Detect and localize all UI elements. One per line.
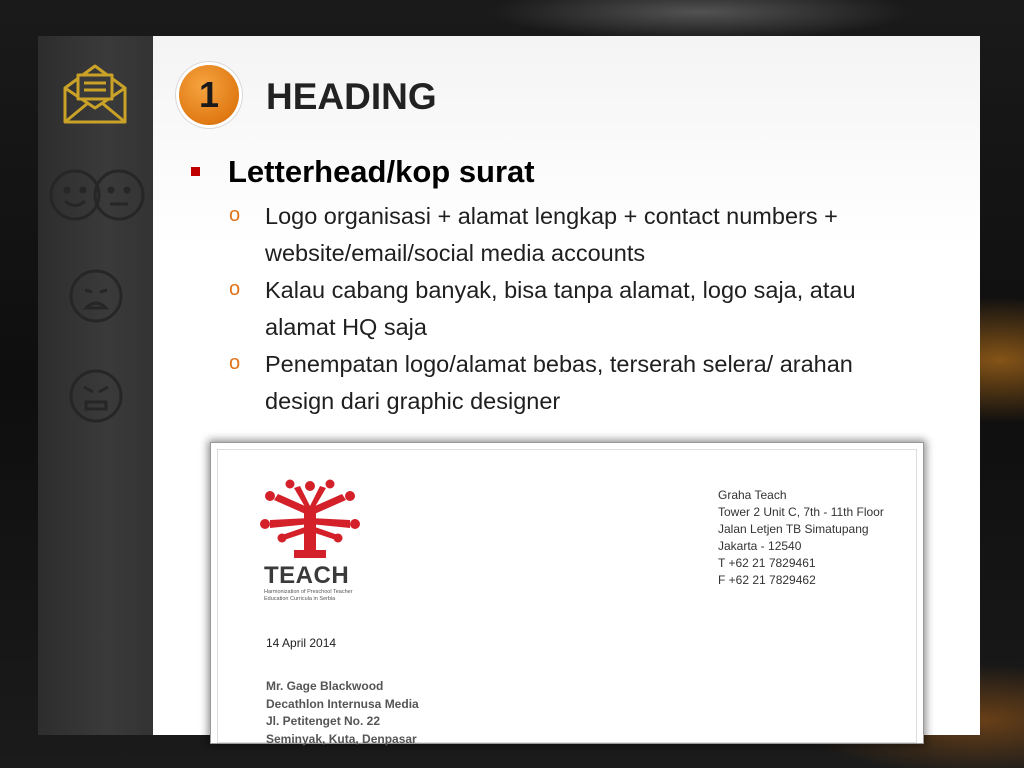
letter-date: 14 April 2014 bbox=[266, 636, 337, 650]
sub-bullet-text: Logo organisasi + alamat lengkap + contact numbers + website/email/social media accounts bbox=[265, 203, 838, 266]
fax-line: F +62 21 7829462 bbox=[718, 573, 816, 587]
slide-content bbox=[153, 36, 980, 746]
angry-face-icon[interactable] bbox=[68, 368, 124, 424]
sub-bullet-text: Penempatan logo/alamat bebas, terserah selera/ arahan design dari graphic designer bbox=[265, 351, 853, 414]
recipient-line: Decathlon Internusa Media bbox=[266, 696, 419, 711]
recipient-line: Seminyak, Kuta, Denpasar bbox=[266, 731, 417, 746]
tree-logo-icon bbox=[260, 480, 360, 562]
ring-bullet-icon: o bbox=[229, 352, 241, 374]
recipient-line: Jl. Petitenget No. 22 bbox=[266, 714, 381, 728]
slide-heading: HEADING bbox=[266, 76, 437, 117]
sidebar bbox=[38, 36, 153, 735]
step-number-badge: 1 bbox=[179, 65, 239, 125]
letterhead-address bbox=[718, 487, 884, 589]
main-bullet-text: Letterhead/kop surat bbox=[228, 154, 535, 189]
frown-face-icon[interactable] bbox=[68, 268, 124, 324]
recipient-line: Mr. Gage Blackwood bbox=[266, 679, 384, 693]
sub-bullet-text: Kalau cabang banyak, bisa tanpa alamat, logo saja, atau alamat HQ saja bbox=[265, 277, 856, 340]
address-line: Jakarta - 12540 bbox=[718, 539, 802, 553]
recipient-block bbox=[266, 678, 419, 748]
square-bullet-icon bbox=[191, 167, 200, 176]
logo-tagline: Harmonization of Preschool Teacher Education Curricula in Serbia bbox=[264, 589, 353, 602]
address-line: Graha Teach bbox=[718, 488, 787, 502]
letterhead-example bbox=[210, 442, 924, 744]
phone-line: T +62 21 7829461 bbox=[718, 556, 816, 570]
sad-face-icon[interactable] bbox=[92, 168, 146, 222]
letter-page bbox=[217, 449, 917, 746]
slide bbox=[38, 36, 980, 746]
ring-bullet-icon: o bbox=[229, 278, 241, 300]
logo-wordmark: TEACH bbox=[264, 562, 350, 589]
address-line: Tower 2 Unit C, 7th - 11th Floor bbox=[718, 505, 884, 519]
ring-bullet-icon: o bbox=[229, 204, 241, 226]
address-line: Jalan Letjen TB Simatupang bbox=[718, 522, 869, 536]
envelope-icon[interactable] bbox=[60, 58, 130, 128]
